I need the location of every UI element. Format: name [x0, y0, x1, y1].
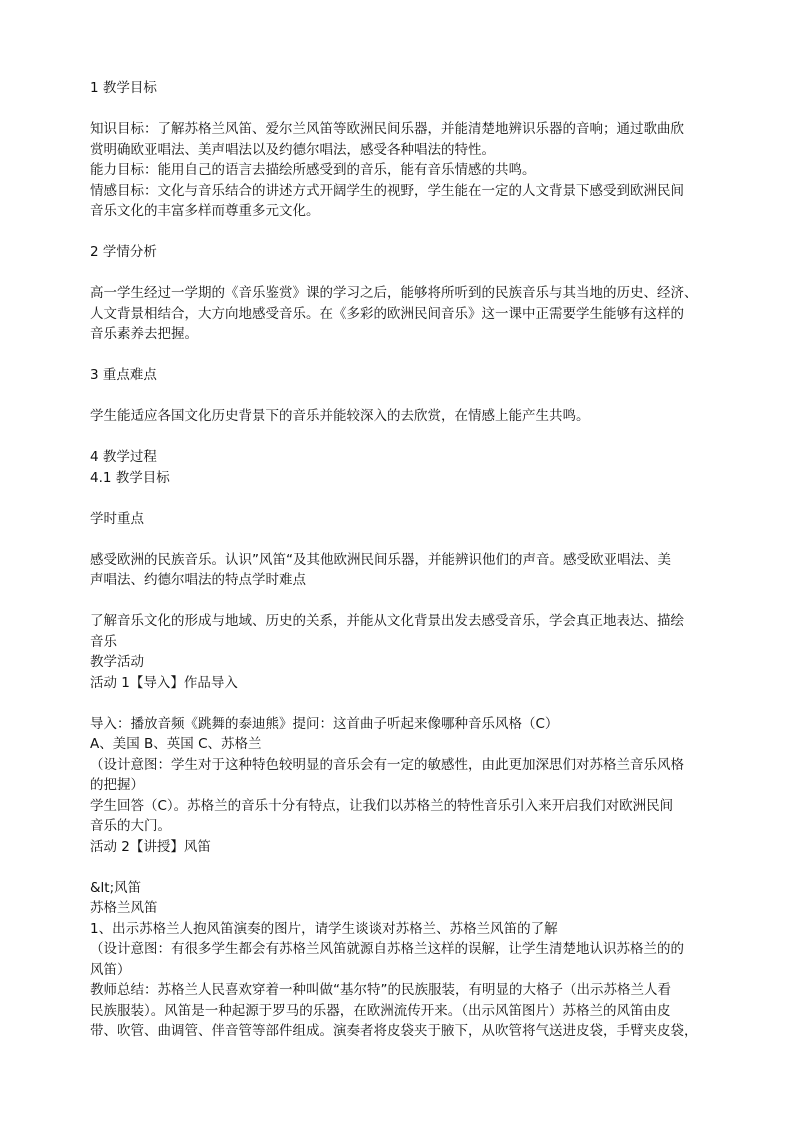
lesson-difficulty-line-2: 音乐 [90, 633, 117, 650]
lesson-difficulty-line-1: 了解音乐文化的形成与地域、历史的关系，并能从文化背景出发去感受音乐，学会真正地表达、描绘 [90, 613, 684, 629]
activity-1-design-line-2: 的把握） [90, 777, 144, 793]
activity-2-summary-line-1: 教师总结：苏格兰人民喜欢穿着一种叫做“基尔特”的民族服装，有明显的大格子（出示苏格兰人看 [90, 982, 671, 998]
student-analysis-line-3: 音乐素养去把握。 [90, 326, 198, 342]
key-points-paragraph: 学生能适应各国文化历史背景下的音乐并能较深入的去欣赏，在情感上能产生共鸣。 [90, 408, 590, 424]
student-analysis-line-1: 高一学生经过一学期的《音乐鉴赏》课的学习之后，能够将所听到的民族音乐与其当地的历史、经济、 [90, 285, 698, 301]
emotion-goal-line-2: 音乐文化的丰富多样而尊重多元文化。 [90, 203, 320, 219]
lesson-key-label: 学时重点 [90, 510, 144, 527]
knowledge-goal-line-2: 赏明确欧亚唱法、美声唱法以及约德尔唱法，感受各种唱法的特性。 [90, 141, 495, 158]
section-title-key-points: 3 重点难点 [90, 367, 157, 383]
activity-1-intro: 导入：播放音频《跳舞的泰迪熊》提问：这首曲子听起来像哪种音乐风格（C） [90, 715, 559, 732]
activity-1-design-line-1: （设计意图：学生对于这种特色较明显的音乐会有一定的敏感性，由此更加深思们对苏格兰音乐风格 [90, 756, 684, 773]
emotion-goal-line-1: 情感目标：文化与音乐结合的讲述方式开阔学生的视野，学生能在一定的人文背景下感受到欧洲民间 [90, 182, 684, 199]
activity-2-item-1: 1、出示苏格兰人抱风笛演奏的图片，请学生谈谈对苏格兰、苏格兰风笛的了解 [90, 920, 558, 937]
activity-1-title: 活动 1【导入】作品导入 [90, 674, 238, 691]
activity-2-summary-line-2: 民族服装）。风笛是一种起源于罗马的乐器，在欧洲流传开来。（出示风笛图片）苏格兰的风笛由皮 [90, 1002, 671, 1019]
lesson-key-line-1: 感受欧洲的民族音乐。认识”风笛“及其他欧洲民间乐器，并能辨识他们的声音。感受欧亚唱法、美 [90, 551, 671, 568]
student-analysis-line-2: 人文背景相结合，大方向地感受音乐。在《多彩的欧洲民间音乐》这一课中正需要学生能够有这样的 [90, 305, 684, 322]
activity-2-subtitle: 苏格兰风笛 [90, 900, 158, 916]
activity-2-entity-line: &lt;风笛 [90, 879, 142, 896]
activity-2-design-line-2: 风笛） [90, 961, 131, 978]
subsection-title-teaching-goals: 4.1 教学目标 [90, 469, 170, 486]
knowledge-goal-line-1: 知识目标：了解苏格兰风笛、爱尔兰风笛等欧洲民间乐器，并能清楚地辨识乐器的音响；通过歌曲欣 [90, 121, 684, 137]
section-title-teaching-process: 4 教学过程 [90, 449, 157, 465]
activity-2-summary-line-3: 带、吹管、曲调管、伴音管等部件组成。演奏者将皮袋夹于腋下，从吹管将气送进皮袋，手臂夹皮袋， [90, 1023, 698, 1039]
activities-title: 教学活动 [90, 654, 144, 670]
section-title-teaching-goals: 1 教学目标 [90, 80, 157, 96]
activity-2-design-line-1: （设计意图：有很多学生都会有苏格兰风笛就源自苏格兰这样的误解，让学生清楚地认识苏格兰的的 [90, 941, 684, 957]
section-title-student-analysis: 2 学情分析 [90, 244, 157, 260]
document-page [90, 78, 710, 1042]
activity-1-answer-line-2: 音乐的大门。 [90, 818, 171, 834]
ability-goal: 能力目标：能用自己的语言去描绘所感受到的音乐，能有音乐情感的共鸣。 [90, 162, 536, 178]
activity-2-title: 活动 2【讲授】风笛 [90, 838, 211, 855]
lesson-key-line-2: 声唱法、约德尔唱法的特点学时难点 [90, 572, 306, 588]
activity-1-answer-line-1: 学生回答（C）。苏格兰的音乐十分有特点，让我们以苏格兰的特性音乐引入来开启我们对欧洲民间 [90, 797, 674, 814]
activity-1-options: A、美国 B、英国 C、苏格兰 [90, 736, 262, 752]
